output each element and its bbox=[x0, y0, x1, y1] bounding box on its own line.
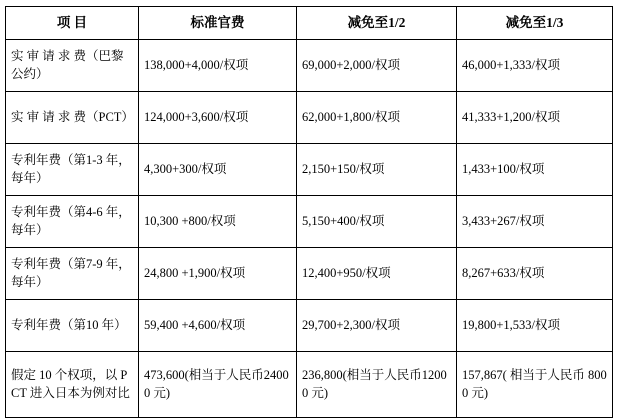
row-third-reduction: 46,000+1,333/权项 bbox=[457, 39, 613, 91]
row-half-reduction: 29,700+2,300/权项 bbox=[297, 299, 457, 351]
row-half-reduction: 69,000+2,000/权项 bbox=[297, 39, 457, 91]
row-third-reduction: 1,433+100/权项 bbox=[457, 143, 613, 195]
column-header-item: 项 目 bbox=[6, 7, 139, 40]
row-third-reduction: 19,800+1,533/权项 bbox=[457, 299, 613, 351]
column-header-standard-fee: 标准官费 bbox=[139, 7, 297, 40]
column-header-half-reduction: 减免至1/2 bbox=[297, 7, 457, 40]
row-standard-fee: 473,600(相当于人民币24000 元) bbox=[139, 351, 297, 417]
table-header-row bbox=[6, 7, 613, 40]
row-third-reduction: 41,333+1,200/权项 bbox=[457, 91, 613, 143]
row-third-reduction: 3,433+267/权项 bbox=[457, 195, 613, 247]
row-label: 假定 10 个权项，以 PCT 进入日本为例对比 bbox=[6, 351, 139, 417]
row-label: 专利年费（第7-9 年，每年） bbox=[6, 247, 139, 299]
row-standard-fee: 24,800 +1,900/权项 bbox=[139, 247, 297, 299]
row-standard-fee: 59,400 +4,600/权项 bbox=[139, 299, 297, 351]
column-header-third-reduction: 减免至1/3 bbox=[457, 7, 613, 40]
row-third-reduction: 8,267+633/权项 bbox=[457, 247, 613, 299]
table-row bbox=[6, 351, 613, 417]
row-label: 专利年费（第10 年） bbox=[6, 299, 139, 351]
row-label: 实 审 请 求 费（PCT） bbox=[6, 91, 139, 143]
table-row bbox=[6, 195, 613, 247]
table-row bbox=[6, 299, 613, 351]
row-label: 专利年费（第1-3 年，每年） bbox=[6, 143, 139, 195]
row-standard-fee: 138,000+4,000/权项 bbox=[139, 39, 297, 91]
table-row bbox=[6, 39, 613, 91]
table-row bbox=[6, 91, 613, 143]
row-standard-fee: 4,300+300/权项 bbox=[139, 143, 297, 195]
row-label: 实 审 请 求 费（巴黎公约） bbox=[6, 39, 139, 91]
table-row bbox=[6, 247, 613, 299]
patent-fee-table bbox=[5, 6, 613, 418]
row-label: 专利年费（第4-6 年，每年） bbox=[6, 195, 139, 247]
row-third-reduction: 157,867( 相当于人民币 8000 元) bbox=[457, 351, 613, 417]
row-half-reduction: 2,150+150/权项 bbox=[297, 143, 457, 195]
row-standard-fee: 10,300 +800/权项 bbox=[139, 195, 297, 247]
row-half-reduction: 62,000+1,800/权项 bbox=[297, 91, 457, 143]
row-half-reduction: 5,150+400/权项 bbox=[297, 195, 457, 247]
row-half-reduction: 12,400+950/权项 bbox=[297, 247, 457, 299]
row-standard-fee: 124,000+3,600/权项 bbox=[139, 91, 297, 143]
table-row bbox=[6, 143, 613, 195]
row-half-reduction: 236,800(相当于人民币12000 元) bbox=[297, 351, 457, 417]
